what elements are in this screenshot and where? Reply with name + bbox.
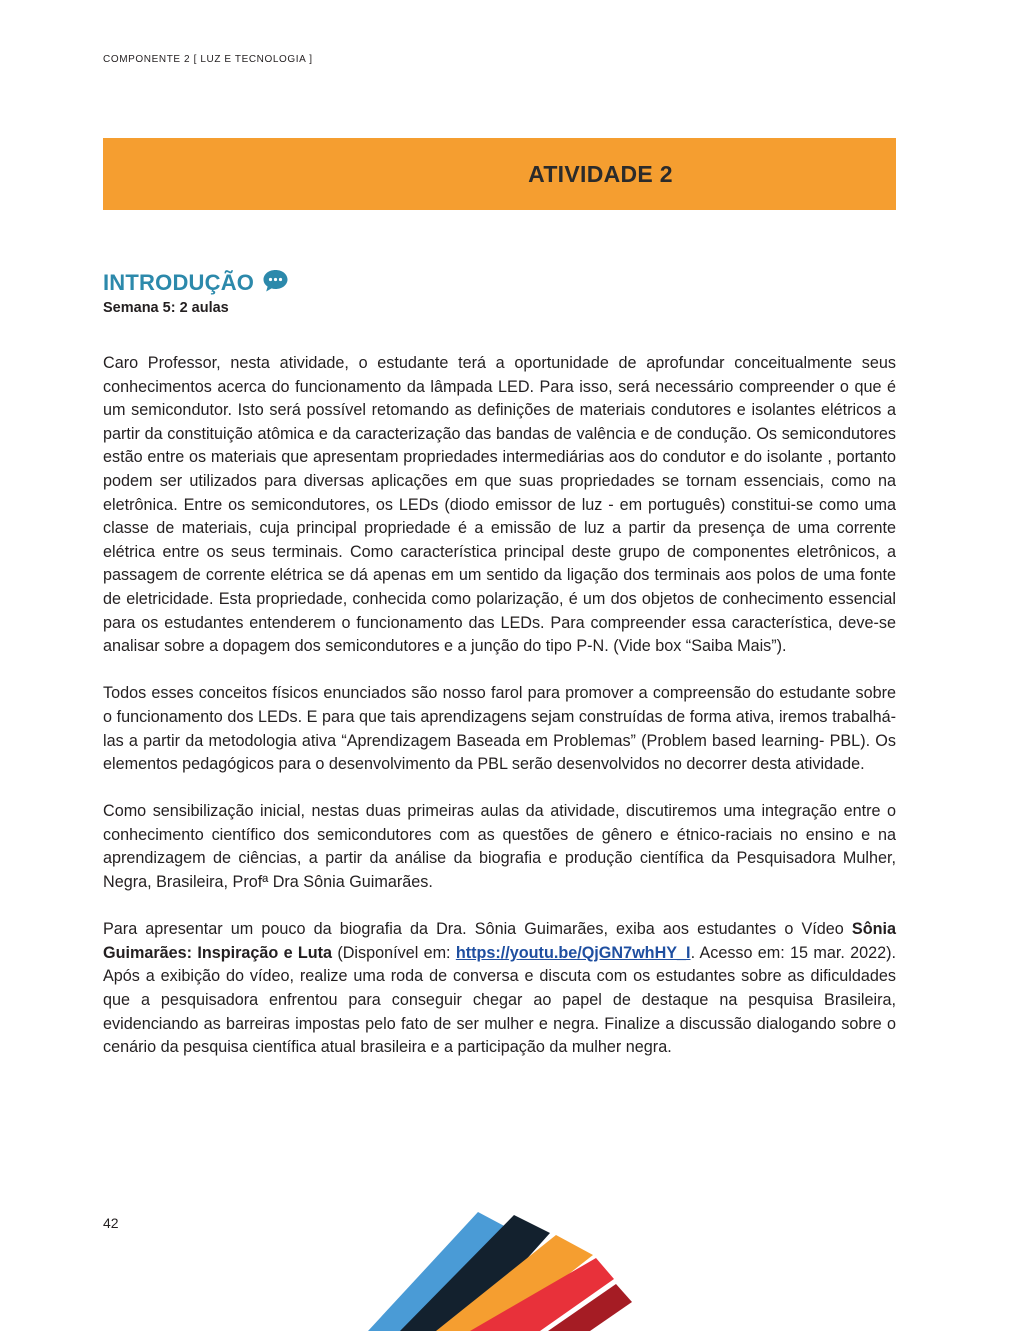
activity-banner: [103, 138, 896, 210]
video-title: Sônia Guimarães: Inspiração e Luta: [103, 920, 896, 962]
intro-heading: [103, 270, 289, 296]
section-title: INTRODUÇÃO: [103, 270, 255, 295]
chat-bubble-icon: [262, 269, 289, 293]
stripe-blue: [368, 1212, 510, 1331]
paragraph-3: Como sensibilização inicial, nestas duas primeiras aulas da atividade, discutiremos uma integração entre o conhecimento científico dos semicondutores com as questões de gênero e étnico-raciais no ensino e na aprendizagem de ciências, a partir da análise da biografia e produção científica da Pesquisadora Mulher, Negra, Brasileira, Profª Dra Sônia Guimarães.: [103, 802, 896, 892]
stripe-orange: [436, 1235, 593, 1331]
stripe-navy: [400, 1215, 550, 1331]
week-subtitle: Semana 5: 2 aulas: [103, 300, 229, 316]
paragraph-4-intro: Para apresentar um pouco da biografia da Dra. Sônia Guimarães, exiba aos estudantes o Vídeo: [103, 920, 852, 939]
paragraph-4-rest: . Acesso em: 15 mar. 2022). Após a exibição do vídeo, realize uma roda de conversa e discuta com os estudantes sobre as dificuldades que a pesquisadora enfrentou para conseguir chegar ao papel de destaque na pesquisa Brasileira, evidenciando as barreiras impostas pelo fato de ser mulher e negra. Finalize a discussão dialogando sobre o cenário da pesquisa científica atual brasileira e a participação da mulher negra.: [103, 943, 896, 1057]
stripe-red: [470, 1258, 614, 1331]
paragraph-4-mid: (Disponível em:: [332, 943, 456, 962]
body-text: [103, 352, 896, 1083]
running-header: COMPONENTE 2 [ LUZ E TECNOLOGIA ]: [103, 54, 313, 65]
paragraph-1: Caro Professor, nesta atividade, o estudante terá a oportunidade de aprofundar conceitualmente seus conhecimentos acerca do funcionamento da lâmpada LED. Para isso, será necessário compreender o que é um semicondutor. Isto será possível retomando as definições de materiais condutores e isolantes elétricos a partir da constituição atômica e da caracterização das bandas de valência e de condução. Os semicondutores estão entre os materiais que apresentam propriedades intermediárias aos do condutor e do isolante , portanto podem ser utilizados para diversas aplicações em que suas propriedades se tornam essenciais, como na eletrônica. Entre os semicondutores, os LEDs (diodo emissor de luz - em português) constitui-se como uma classe de materiais, cuja principal propriedade é a emissão de luz a partir da presença de uma corrente elétrica entre os seus terminais. Como característica principal deste grupo de componentes eletrônicos, a passagem de corrente elétrica se dá apenas em um sentido da ligação dos terminais aos polos de uma fonte de eletricidade. Esta propriedade, conhecida como polarização, é um dos objetos de conhecimento essencial para os estudantes entenderem o funcionamento das LEDs. Para compreender essa característica, deve-se analisar sobre a dopagem dos semicondutores e a junção do tipo P-N. (Vide box “Saiba Mais”).: [103, 354, 896, 656]
video-link[interactable]: https://youtu.be/QjGN7whHY_I: [455, 943, 691, 962]
activity-title: ATIVIDADE 2: [528, 160, 673, 187]
page-number: 42: [103, 1215, 119, 1231]
paragraph-4: [103, 918, 896, 1060]
paragraph-2: Todos esses conceitos físicos enunciados são nosso farol para promover a compreensão do estudante sobre o funcionamento dos LEDs. E para que tais aprendizagens sejam construídas de forma ativa, iremos trabalhá-las a partir da metodologia ativa “Aprendizagem Baseada em Problemas” (Problem based learning- PBL). Os elementos pedagógicos para o desenvolvimento da PBL serão desenvolvidos no decorrer desta atividade.: [103, 684, 896, 774]
stripe-darkred: [548, 1284, 632, 1331]
